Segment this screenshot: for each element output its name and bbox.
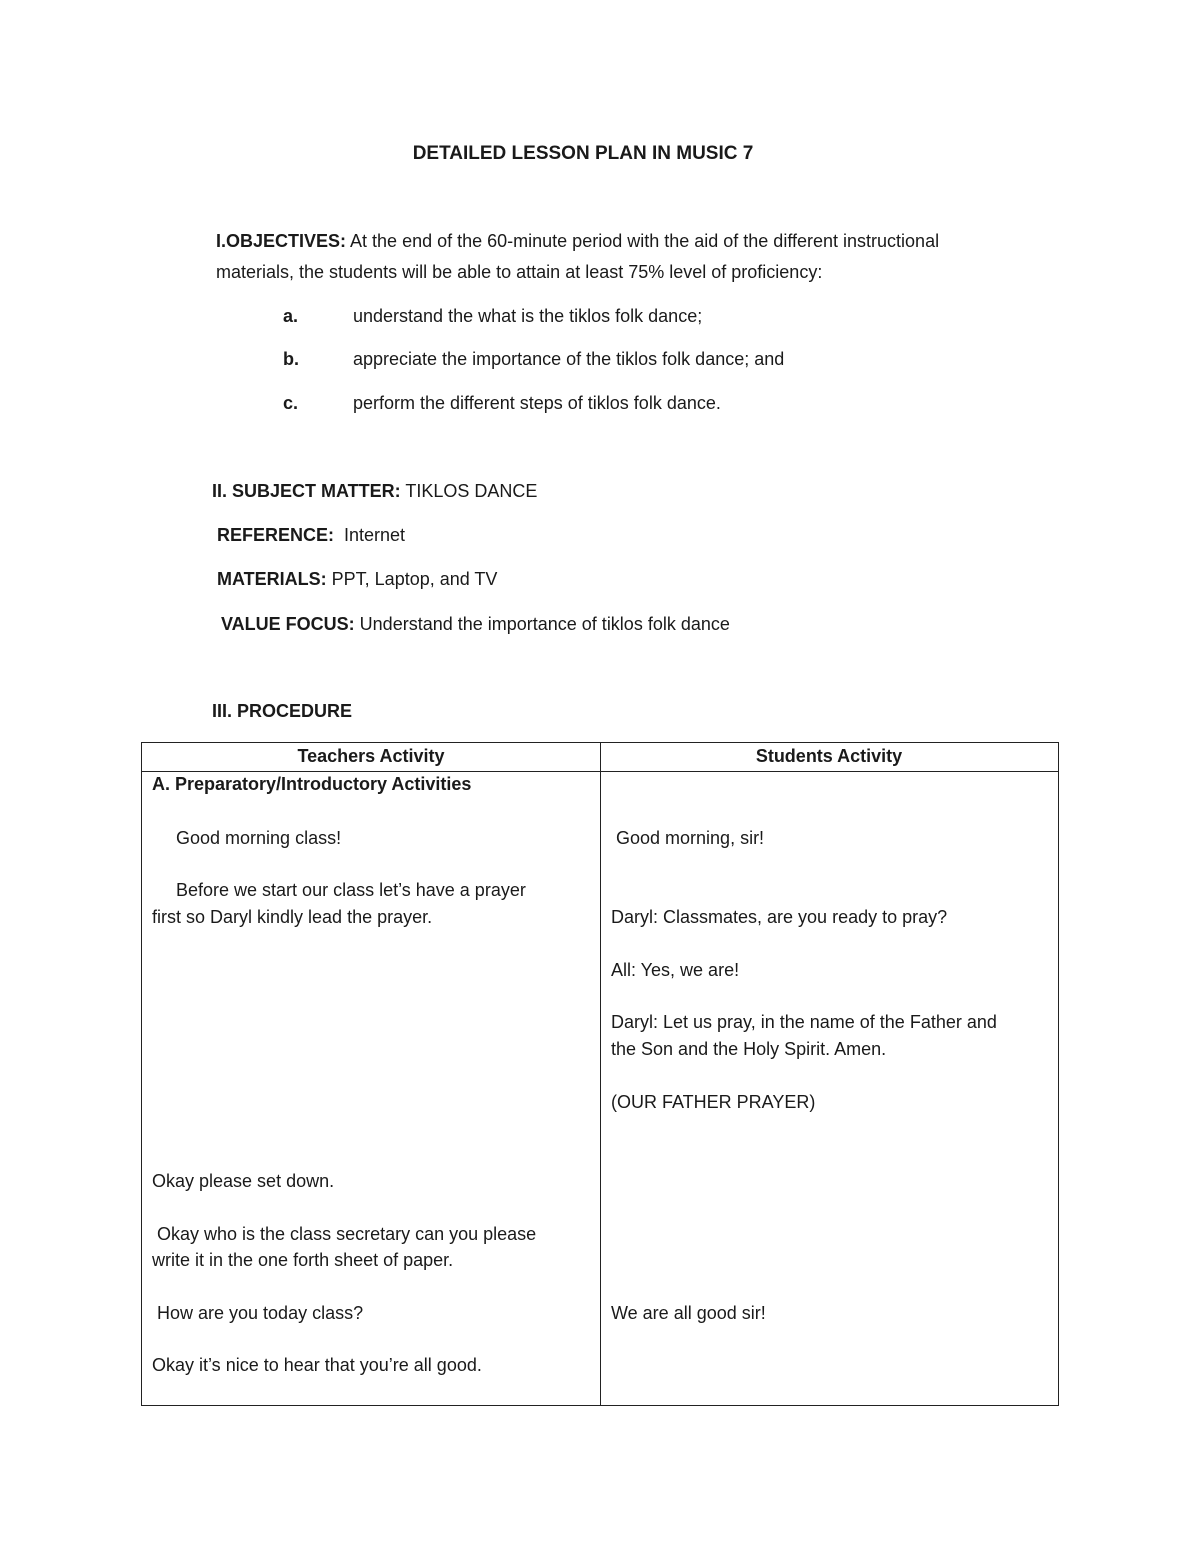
teacher-activity-header: Teachers Activity bbox=[297, 746, 445, 766]
objective-text: appreciate the importance of the tiklos folk dance; and bbox=[353, 349, 785, 369]
materials-value: PPT, Laptop, and TV bbox=[326, 569, 498, 589]
objective-text: understand the what is the tiklos folk dance; bbox=[353, 306, 703, 326]
procedure-label: III. PROCEDURE bbox=[212, 701, 353, 721]
materials-line bbox=[217, 569, 497, 590]
student-line: Daryl: Let us pray, in the name of the Father and bbox=[611, 1012, 997, 1032]
teacher-line: Okay who is the class secretary can you please bbox=[152, 1224, 537, 1244]
objective-letter: b. bbox=[283, 349, 299, 369]
teacher-line: Before we start our class let’s have a prayer bbox=[176, 880, 526, 900]
teacher-line: Okay it’s nice to hear that you’re all good. bbox=[152, 1355, 482, 1375]
objectives-intro-text: At the end of the 60-minute period with the aid of the different instructional bbox=[346, 231, 940, 251]
student-line: Daryl: Classmates, are you ready to pray? bbox=[611, 907, 948, 927]
subject-matter-value: TIKLOS DANCE bbox=[400, 481, 538, 501]
objectives-intro-line2: materials, the students will be able to attain at least 75% level of proficiency: bbox=[216, 262, 823, 282]
reference-value: Internet bbox=[334, 525, 406, 545]
teacher-line: Okay please set down. bbox=[152, 1171, 335, 1191]
students-activity-header: Students Activity bbox=[755, 746, 903, 766]
objectives-label: I.OBJECTIVES: bbox=[216, 231, 347, 251]
teacher-line: first so Daryl kindly lead the prayer. bbox=[152, 907, 433, 927]
table-column-divider bbox=[600, 743, 601, 1405]
student-line: We are all good sir! bbox=[611, 1303, 766, 1323]
teacher-line: write it in the one forth sheet of paper. bbox=[152, 1250, 454, 1270]
subject-matter-line bbox=[212, 481, 537, 502]
page-title: DETAILED LESSON PLAN IN MUSIC 7 bbox=[412, 143, 754, 164]
reference-label: REFERENCE: bbox=[217, 525, 335, 545]
materials-label: MATERIALS: bbox=[217, 569, 327, 589]
teacher-line: Good morning class! bbox=[176, 828, 342, 848]
teacher-line: How are you today class? bbox=[152, 1303, 364, 1323]
table-header-divider bbox=[142, 771, 1058, 772]
procedure-table bbox=[141, 742, 1059, 1406]
objectives-intro-line1 bbox=[216, 231, 939, 252]
value-focus-label: VALUE FOCUS: bbox=[221, 614, 355, 634]
objective-text: perform the different steps of tiklos folk dance. bbox=[353, 393, 721, 413]
section-a-heading: A. Preparatory/Introductory Activities bbox=[152, 774, 472, 794]
value-focus-value: Understand the importance of tiklos folk dance bbox=[354, 614, 730, 634]
reference-line bbox=[217, 525, 405, 546]
student-line: All: Yes, we are! bbox=[611, 960, 740, 980]
objective-letter: c. bbox=[283, 393, 299, 413]
student-line: the Son and the Holy Spirit. Amen. bbox=[611, 1039, 887, 1059]
student-line: (OUR FATHER PRAYER) bbox=[611, 1092, 816, 1112]
value-focus-line bbox=[221, 614, 730, 635]
objective-letter: a. bbox=[283, 306, 299, 326]
student-line: Good morning, sir! bbox=[611, 828, 765, 848]
subject-matter-label: II. SUBJECT MATTER: bbox=[212, 481, 401, 501]
